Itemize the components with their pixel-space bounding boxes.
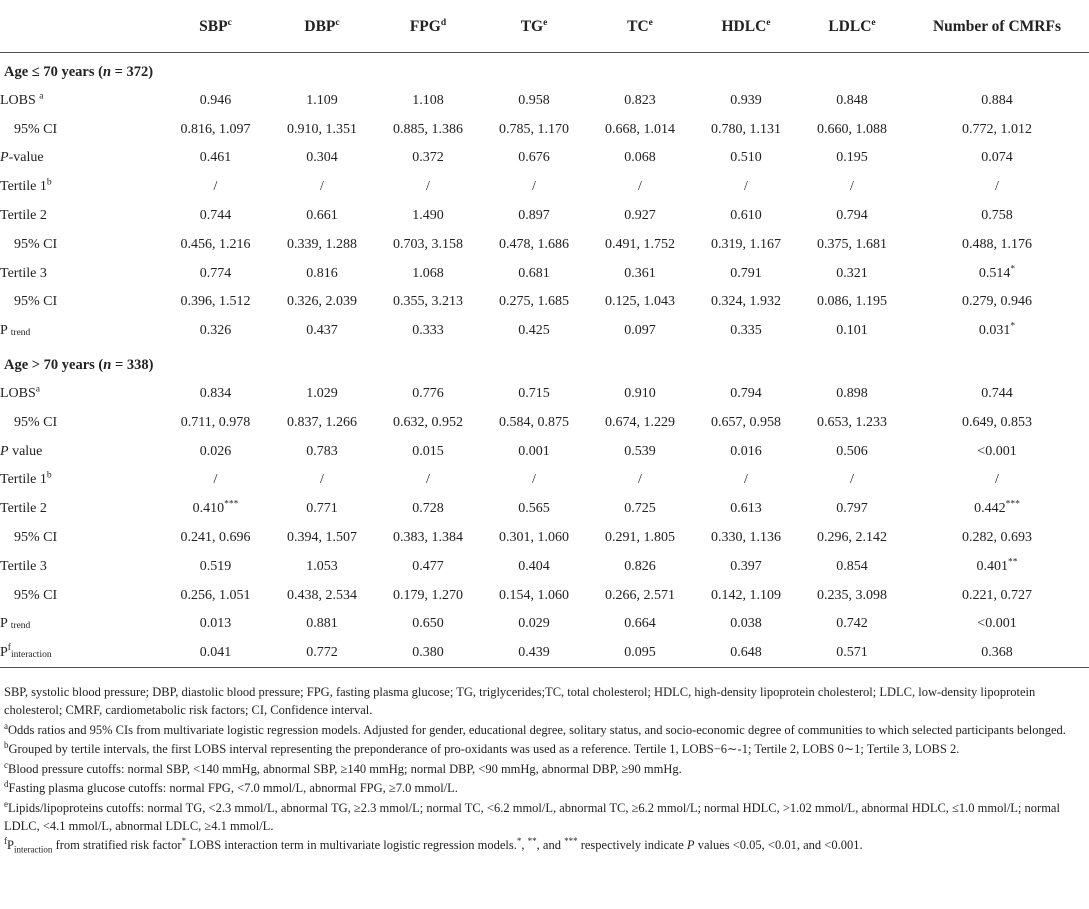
cell-tc: 0.725: [624, 501, 656, 517]
cell-hdlc: 0.335: [730, 323, 762, 339]
cell-sbp: 0.410***: [192, 499, 239, 517]
cell-tc: 0.927: [624, 208, 656, 224]
cell-tc: /: [638, 179, 642, 195]
cell-ldlc: 0.797: [836, 501, 868, 517]
cell-cmrf: 0.649, 0.853: [962, 414, 1032, 430]
table-row: [0, 581, 1089, 610]
cell-hdlc: 0.142, 1.109: [711, 587, 781, 603]
header-row: [0, 0, 1089, 53]
cell-sbp: /: [213, 472, 218, 488]
row-label: Tertile 2: [0, 501, 47, 517]
cell-fpg: 0.179, 1.270: [393, 587, 463, 603]
section-title: Age ≤ 70 years (n = 372): [4, 64, 154, 81]
table-row: [0, 437, 1089, 466]
cell-fpg: 1.108: [412, 92, 444, 108]
row-label: Tertile 2: [0, 208, 47, 224]
cell-hdlc: 0.397: [730, 558, 762, 574]
cell-dbp: 0.661: [306, 208, 338, 224]
cell-hdlc: 0.648: [730, 644, 762, 660]
cell-sbp: 0.834: [199, 386, 232, 402]
row-label: Tertile 3: [0, 558, 47, 574]
cell-cmrf: /: [995, 472, 999, 488]
cell-dbp: 0.910, 1.351: [287, 121, 357, 137]
cell-fpg: /: [426, 472, 430, 488]
cell-sbp: 0.519: [199, 558, 232, 574]
cell-fpg: /: [426, 179, 430, 195]
cell-ldlc: 0.653, 1.233: [817, 414, 887, 430]
cell-tg: 0.439: [518, 644, 550, 660]
table-row: [0, 495, 1089, 524]
cell-fpg: 0.380: [412, 644, 444, 660]
cell-tc: 0.910: [624, 386, 656, 402]
cell-tc: 0.668, 1.014: [605, 121, 675, 137]
cell-fpg: 0.477: [412, 558, 444, 574]
cell-dbp: /: [320, 472, 324, 488]
cell-cmrf: 0.031*: [978, 321, 1016, 339]
cell-sbp: 0.744: [199, 208, 232, 224]
header-tg: $TG^e$: [481, 0, 587, 53]
cell-hdlc: 0.510: [730, 150, 762, 166]
cell-ldlc: 0.321: [836, 265, 868, 281]
cell-dbp: 0.437: [306, 323, 338, 339]
cell-sbp: 0.326: [199, 323, 232, 339]
footnote-a: $^a$Odds ratios and 95% CIs from multivariate logistic regression models. Adjusted for gender, educational degree, solitary status, and socio-economic degree of communities to which selected participants belonged.: [4, 720, 1066, 737]
row-label: 95% CI: [14, 294, 58, 310]
cell-dbp: 0.837, 1.266: [287, 414, 357, 430]
cell-fpg: 0.355, 3.213: [393, 294, 463, 310]
row-label: LOBS$^a$: [0, 384, 41, 402]
table-row: [0, 408, 1089, 437]
cell-tc: 0.826: [624, 558, 656, 574]
cell-tg: /: [532, 472, 536, 488]
cell-ldlc: /: [850, 472, 854, 488]
cell-tg: 0.301, 1.060: [499, 530, 569, 546]
section-header-row: [0, 53, 1089, 87]
table-row: [0, 288, 1089, 317]
cell-ldlc: 0.854: [836, 558, 868, 574]
cell-cmrf: 0.488, 1.176: [962, 236, 1032, 252]
row-label: 95% CI: [14, 530, 58, 546]
row-label: 95% CI: [14, 414, 58, 430]
cell-ldlc: 0.898: [836, 386, 868, 402]
cell-tg: 0.001: [518, 443, 550, 459]
table-row: [0, 230, 1089, 259]
cell-tg: 0.958: [518, 92, 550, 108]
cell-tg: 0.785, 1.170: [499, 121, 569, 137]
cell-tg: 0.029: [518, 616, 550, 632]
footnote-d: $^d$Fasting plasma glucose cutoffs: normal FPG, <7.0 mmol/L, abnormal FPG, ≥7.0 mmol/L.: [4, 778, 458, 795]
cell-sbp: 0.456, 1.216: [180, 236, 251, 252]
cell-cmrf: 0.514*: [978, 264, 1016, 281]
cell-cmrf: 0.279, 0.946: [962, 294, 1032, 310]
cell-tg: /: [532, 179, 536, 195]
row-label: 95% CI: [14, 236, 58, 252]
cell-hdlc: 0.038: [730, 616, 762, 632]
cell-cmrf: <0.001: [977, 443, 1017, 459]
cell-hdlc: 0.319, 1.167: [711, 236, 781, 252]
cell-sbp: 0.013: [199, 616, 232, 632]
cell-tg: 0.154, 1.060: [499, 587, 569, 603]
cell-hdlc: 0.324, 1.932: [711, 294, 781, 310]
cell-dbp: 0.771: [306, 501, 338, 517]
cell-sbp: 0.041: [199, 644, 232, 660]
cell-fpg: 0.650: [412, 616, 444, 632]
row-label: Tertile 1$^b$: [0, 177, 52, 195]
cell-tg: 0.676: [518, 150, 550, 166]
cell-tg: 0.275, 1.685: [499, 294, 569, 310]
cell-sbp: 0.026: [199, 443, 232, 459]
cell-cmrf: 0.744: [981, 386, 1013, 402]
footnote-e: $^e$Lipids/lipoproteins cutoffs: normal TG, <2.3 mmol/L, abnormal TG, ≥2.3 mmol/L; normal TC, <6.2 mmol/L, abnormal TC, ≥6.2 mmol/L; normal HDLC, >1.02 mmol/L, abnormal HDLC, ≤1.0 mmol/L; normal LDLC, <4.1 mmol/L, abnormal LDLC, ≥4.1 mmol/L.: [4, 798, 1060, 833]
footnote-abbreviations: SBP, systolic blood pressure; DBP, diastolic blood pressure; FPG, fasting plasma glucose; TG, triglycerides;TC, total cholesterol; HDLC, high-density lipoprotein cholesterol; LDLC, low-density lipoprotein cholesterol; CMRF, cardiometabolic risk factors; CI, Confidence interval.: [4, 685, 1036, 717]
table-body: [0, 53, 1089, 668]
cell-tg: 0.681: [518, 265, 550, 281]
cell-tc: 0.125, 1.043: [605, 294, 675, 310]
cell-fpg: 0.372: [412, 150, 444, 166]
table-row: [0, 173, 1089, 202]
cell-cmrf: 0.368: [981, 644, 1013, 660]
cell-ldlc: 0.660, 1.088: [817, 121, 887, 137]
cell-fpg: 0.333: [412, 323, 444, 339]
footnote-b: $^b$Grouped by tertile intervals, the first LOBS interval representing the preponderance of pro-oxidants was used as a reference. Tertile 1, LOBS−6∼-1; Tertile 2, LOBS 0∼1; Tertile 3, LOBS 2.: [4, 739, 960, 756]
cell-sbp: 0.711, 0.978: [180, 414, 251, 430]
row-label: P $_{trend}$: [0, 323, 31, 339]
cell-cmrf: <0.001: [977, 616, 1017, 632]
cell-tg: 0.584, 0.875: [499, 414, 569, 430]
cell-hdlc: 0.613: [730, 501, 762, 517]
table-row: [0, 202, 1089, 231]
row-label: $P^f_{interaction}$: [0, 642, 52, 660]
cell-sbp: 0.774: [199, 265, 232, 281]
cell-dbp: 0.394, 1.507: [287, 530, 357, 546]
header-label: [0, 0, 162, 53]
cell-hdlc: 0.330, 1.136: [711, 530, 781, 546]
cell-tc: 0.097: [624, 323, 656, 339]
cell-tg: 0.897: [518, 208, 550, 224]
row-label: 95% CI: [14, 587, 58, 603]
row-label: P-value: [0, 150, 44, 166]
cell-fpg: 1.068: [412, 265, 444, 281]
cell-fpg: 1.490: [412, 208, 444, 224]
cell-fpg: 0.728: [412, 501, 444, 517]
section-header-row: [0, 346, 1089, 380]
cell-hdlc: 0.016: [730, 443, 762, 459]
cell-ldlc: 0.742: [836, 616, 868, 632]
cell-hdlc: 0.780, 1.131: [711, 121, 781, 137]
header-tc: $TC^e$: [587, 0, 693, 53]
cell-tg: 0.565: [518, 501, 550, 517]
cell-hdlc: 0.791: [730, 265, 762, 281]
cell-sbp: 0.946: [199, 92, 232, 108]
cell-tc: 0.068: [624, 150, 656, 166]
cell-sbp: 0.256, 1.051: [180, 587, 251, 603]
cell-tc: /: [638, 472, 642, 488]
cell-sbp: 0.816, 1.097: [180, 121, 251, 137]
cell-dbp: 0.326, 2.039: [287, 294, 357, 310]
cell-ldlc: 0.848: [836, 92, 868, 108]
cell-hdlc: 0.610: [730, 208, 762, 224]
footnote-c: $^c$Blood pressure cutoffs: normal SBP, <140 mmHg, abnormal SBP, ≥140 mmHg; normal DBP, <90 mmHg, abnormal DBP, ≥90 mmHg.: [4, 759, 682, 776]
cell-ldlc: 0.101: [836, 323, 868, 339]
cell-hdlc: /: [744, 472, 748, 488]
cell-tc: 0.674, 1.229: [605, 414, 675, 430]
cell-fpg: 0.776: [412, 386, 444, 402]
footnote-f: $^fP_{interaction}$ from stratified risk factor* LOBS interaction term in multivariate logistic regression models.*, **, and *** respectively indicate P values <0.05, <0.01, and <0.001.: [4, 835, 863, 855]
cell-ldlc: 0.794: [836, 208, 868, 224]
table-row: [0, 115, 1089, 144]
cell-dbp: 0.783: [306, 443, 338, 459]
header-cmrf: Number of CMRFs: [905, 0, 1089, 53]
table-row: [0, 552, 1089, 581]
cell-tc: 0.491, 1.752: [605, 236, 675, 252]
cell-hdlc: 0.657, 0.958: [711, 414, 781, 430]
header-ldlc: LDLCe: [799, 0, 905, 53]
cell-cmrf: 0.772, 1.012: [962, 121, 1032, 137]
table-row: [0, 610, 1089, 639]
row-label: LOBS $^a$: [0, 91, 44, 108]
cell-cmrf: 0.074: [981, 150, 1013, 166]
cell-ldlc: 0.195: [836, 150, 868, 166]
cell-dbp: 0.881: [306, 616, 338, 632]
header-dbp: DBP$^c$: [269, 0, 375, 53]
cell-ldlc: /: [850, 179, 854, 195]
cell-cmrf: 0.221, 0.727: [962, 587, 1032, 603]
table-row: [0, 380, 1089, 409]
cell-fpg: 0.015: [412, 443, 444, 459]
cell-fpg: 0.632, 0.952: [393, 414, 463, 430]
header-fpg: FPG$^d$: [375, 0, 481, 53]
table-row: [0, 317, 1089, 346]
cell-dbp: 1.053: [306, 558, 338, 574]
cell-dbp: 0.772: [306, 644, 338, 660]
cell-tc: 0.539: [624, 443, 656, 459]
cell-tc: 0.823: [624, 92, 656, 108]
cell-tg: 0.715: [518, 386, 550, 402]
cell-fpg: 0.383, 1.384: [393, 530, 463, 546]
cell-ldlc: 0.506: [836, 443, 868, 459]
table-row: [0, 259, 1089, 288]
table-row: [0, 87, 1089, 116]
cell-cmrf: 0.401**: [976, 557, 1018, 574]
cell-hdlc: 0.794: [730, 386, 762, 402]
cell-dbp: 0.304: [306, 150, 338, 166]
header-hdlc: HDLC$^e$: [693, 0, 799, 53]
cell-cmrf: 0.442***: [974, 499, 1020, 517]
section-title: Age > 70 years (n = 338): [4, 357, 154, 374]
cell-dbp: 1.109: [306, 92, 338, 108]
cell-tg: 0.478, 1.686: [499, 236, 569, 252]
cell-cmrf: /: [995, 179, 999, 195]
row-label: 95% CI: [14, 121, 58, 137]
cell-sbp: 0.241, 0.696: [180, 530, 251, 546]
cell-fpg: 0.703, 3.158: [393, 236, 463, 252]
cell-dbp: 0.339, 1.288: [287, 236, 357, 252]
cell-cmrf: 0.758: [981, 208, 1013, 224]
footnotes: [4, 683, 1087, 860]
cell-cmrf: 0.282, 0.693: [962, 530, 1032, 546]
table-row: [0, 524, 1089, 553]
cell-dbp: /: [320, 179, 324, 195]
cell-ldlc: 0.296, 2.142: [817, 530, 887, 546]
cell-tg: 0.425: [518, 323, 550, 339]
cell-tc: 0.361: [624, 265, 656, 281]
cell-tg: 0.404: [518, 558, 550, 574]
cell-tc: 0.095: [624, 644, 656, 660]
table-row: [0, 144, 1089, 173]
cell-dbp: 1.029: [306, 386, 338, 402]
row-label: Tertile 1$^b$: [0, 470, 52, 488]
row-label: P value: [0, 443, 43, 459]
cell-fpg: 0.885, 1.386: [393, 121, 463, 137]
cell-tc: 0.291, 1.805: [605, 530, 675, 546]
row-label: P $_{trend}$: [0, 616, 31, 632]
cell-hdlc: /: [744, 179, 748, 195]
cell-ldlc: 0.086, 1.195: [817, 294, 887, 310]
cell-cmrf: 0.884: [981, 92, 1013, 108]
cell-ldlc: 0.571: [836, 644, 868, 660]
row-label: Tertile 3: [0, 265, 47, 281]
cell-dbp: 0.816: [306, 265, 338, 281]
cell-dbp: 0.438, 2.534: [287, 587, 357, 603]
cell-ldlc: 0.375, 1.681: [817, 236, 887, 252]
cell-ldlc: 0.235, 3.098: [817, 587, 887, 603]
table-row: [0, 466, 1089, 495]
cell-sbp: 0.396, 1.512: [180, 294, 251, 310]
cell-sbp: /: [213, 179, 218, 195]
cell-tc: 0.664: [624, 616, 656, 632]
header-sbp: SBP$^c$: [162, 0, 269, 53]
table-row: [0, 639, 1089, 668]
cell-hdlc: 0.939: [730, 92, 762, 108]
cell-tc: 0.266, 2.571: [605, 587, 675, 603]
cell-sbp: 0.461: [199, 150, 232, 166]
